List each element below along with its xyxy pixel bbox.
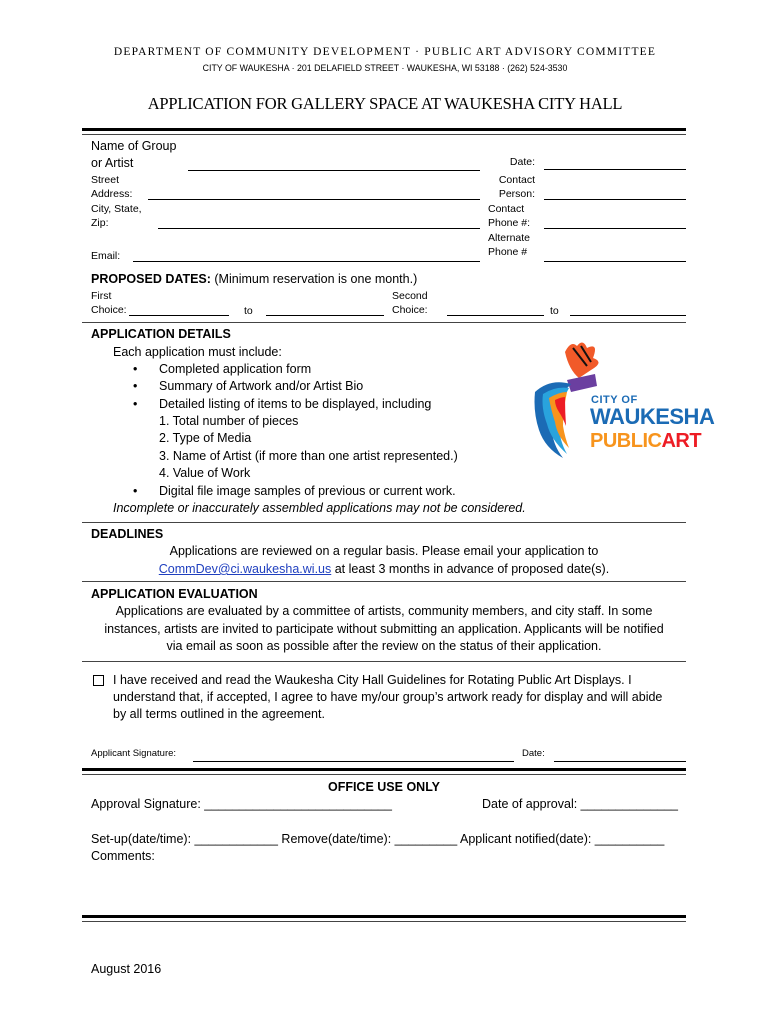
email-label: Email: [91,250,121,262]
divider [82,921,686,922]
page-title: APPLICATION FOR GALLERY SPACE AT WAUKESHA CITY HALL [147,94,623,113]
list-item: 2. Type of Media [159,431,252,446]
name-label: Name of Group or Artist [91,139,177,170]
street-field[interactable] [148,199,480,200]
email-field[interactable] [133,261,480,262]
contact-phone-label: Contact Phone #: [488,203,531,229]
contact-person-label: Contact Person: [498,174,535,200]
divider [82,128,686,131]
second-choice-end-field[interactable] [570,315,686,316]
street-label: Street Address: [91,174,133,200]
requirements-list-cont [133,483,456,500]
list-item: • Completed application form [133,362,312,376]
deadlines-text-2: CommDev@ci.waukesha.wi.us at least 3 months in advance of proposed date(s). [158,562,610,576]
applicant-signature-label: Applicant Signature: [91,748,177,759]
applicant-signature-field[interactable] [193,761,514,762]
to-label: to [550,305,559,317]
deadlines-heading: DEADLINES [91,527,164,541]
applicant-date-label: Date: [522,748,545,759]
email-link[interactable]: CommDev@ci.waukesha.wi.us [158,562,332,576]
department-address: CITY OF WAUKESHA · 201 DELAFIELD STREET · WAUKESHA, WI 53188 · (262) 524-3530 [202,63,568,73]
first-choice-end-field[interactable] [266,315,384,316]
evaluation-heading: APPLICATION EVALUATION [91,587,258,601]
logo-waukesha: WAUKESHA [590,404,715,429]
list-item: 1. Total number of pieces [159,414,299,428]
comments-label: Comments: [91,849,155,863]
divider [82,581,686,582]
details-heading: APPLICATION DETAILS [91,327,231,341]
agreement-text: I have received and read the Waukesha City Hall Guidelines for Rotating Public Art Displays. I understand that, if accepted, I agree to have my/our group’s artwork ready for display and will abide by all terms outlined in the agreement. [113,673,663,721]
incomplete-warning: Incomplete or inaccurately assembled applications may not be considered. [113,501,526,515]
divider [82,322,686,323]
approval-date: Date of approval: ______________ [482,797,678,811]
first-choice-label: First Choice: [91,290,127,316]
date-label: Date: [509,156,535,168]
list-item: 3. Name of Artist (if more than one artist represented.) [159,448,458,463]
name-field[interactable] [188,170,480,171]
applicant-date-field[interactable] [554,761,686,762]
first-choice-start-field[interactable] [129,315,229,316]
city-field[interactable] [158,228,480,229]
setup-remove-notified: Set-up(date/time): ____________ Remove(date/time): _________ Applicant notified(date): __________ [91,832,665,846]
deadlines-text: Applications are reviewed on a regular basis. Please email your application to [169,544,599,558]
evaluation-text-3: via email as soon as possible after the review on the status of their application. [166,639,602,653]
details-intro: Each application must include: [113,345,282,359]
to-label: to [244,305,253,317]
approval-signature: Approval Signature: ___________________________ [91,797,392,811]
department-heading: DEPARTMENT OF COMMUNITY DEVELOPMENT · PUBLIC ART ADVISORY COMMITTEE [113,46,657,58]
list-item: • Summary of Artwork and/or Artist Bio [133,379,364,394]
items-numbered-list [159,413,458,483]
list-item: • Detailed listing of items to be displayed, including [133,396,432,411]
proposed-dates-heading: PROPOSED DATES: (Minimum reservation is one month.) [91,272,418,286]
divider [82,134,686,135]
divider [82,768,686,771]
logo-public-art: PUBLICART [590,430,702,452]
second-choice-start-field[interactable] [447,315,544,316]
contact-person-field[interactable] [544,199,686,200]
alternate-phone-field[interactable] [544,261,686,262]
city-label: City, State, Zip: [91,203,142,229]
date-field[interactable] [544,169,686,170]
waukesha-public-art-logo [525,340,715,470]
requirements-list [133,361,431,413]
evaluation-text-2: instances, artists are invited to participate without submitting an application. Applicants will be notified [104,622,664,636]
divider [82,661,686,662]
list-item: • Digital file image samples of previous or current work. [133,484,456,498]
alternate-phone-label: Alternate Phone # [488,232,531,258]
office-use-heading: OFFICE USE ONLY [327,780,441,794]
list-item: 4. Value of Work [159,466,251,481]
divider [82,915,686,918]
evaluation-text-1: Applications are evaluated by a committee of artists, community members, and city staff. In some [115,604,653,618]
agreement-checkbox[interactable] [93,675,104,686]
divider [82,774,686,775]
footer-date: August 2016 [91,962,162,976]
divider [82,522,686,523]
second-choice-label: Second Choice: [392,290,428,316]
contact-phone-field[interactable] [544,228,686,229]
logo-city-of: CITY OF [591,394,638,406]
